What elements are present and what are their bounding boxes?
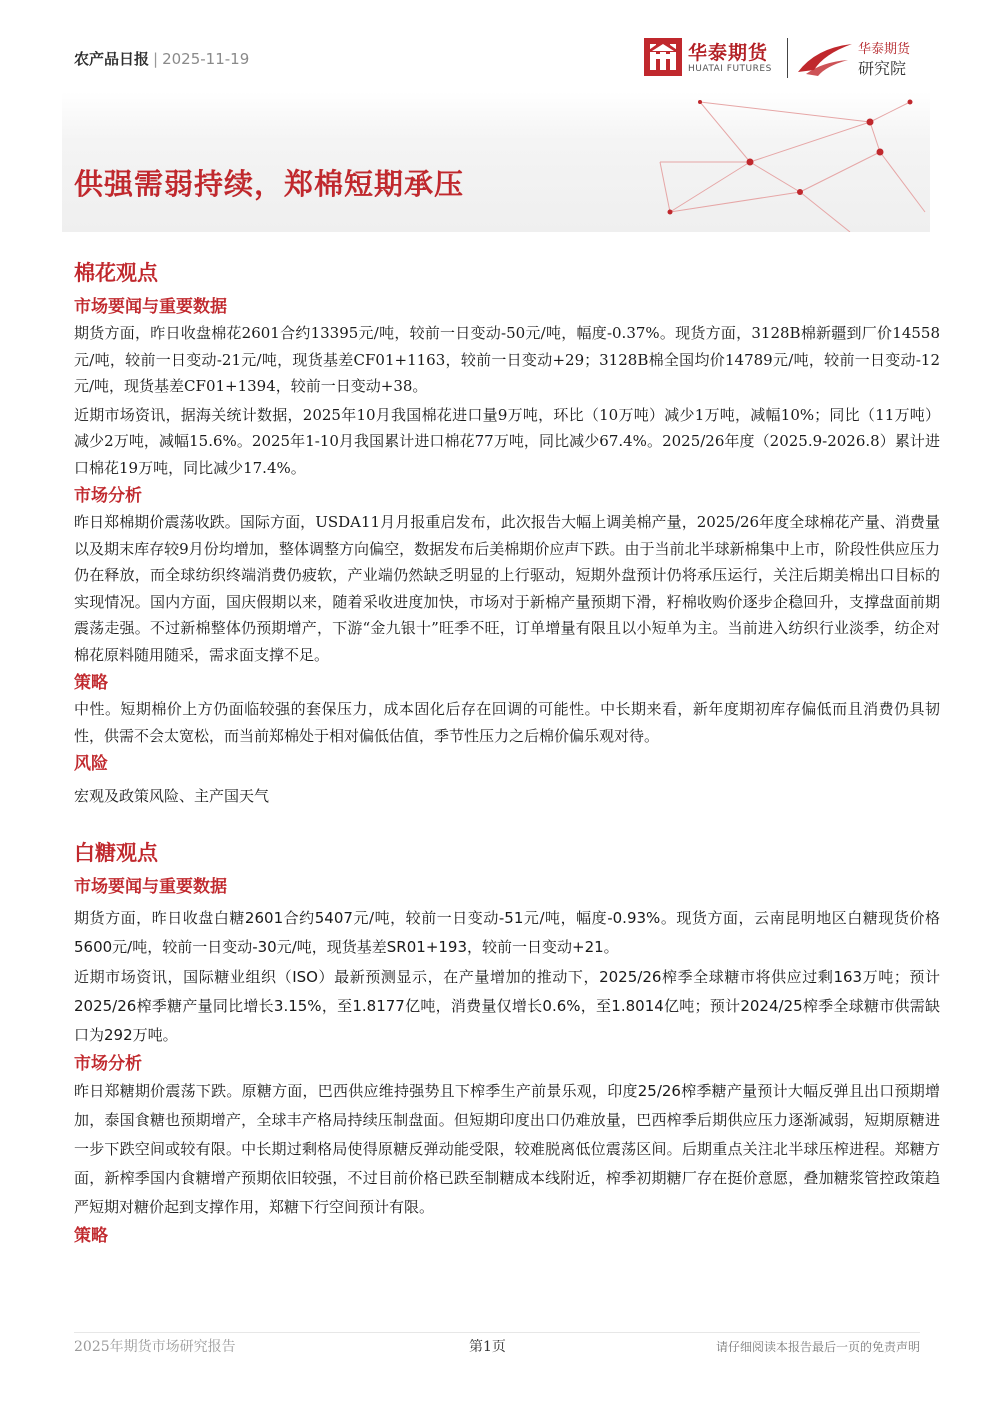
sugar-news-paragraph-2: 近期市场资讯，国际糖业组织（ISO）最新预测显示，在产量增加的推动下，2025/26榨季全球糖市将供应过剩163万吨；预计2025/26榨季糖产量同比增长3.15%，至1.8177亿吨，消费量仅增长0.6%，至1.8014亿吨；预计2024/25榨季全球糖市供需缺口为292万吨。 [74,967,940,1044]
page-footer [74,1332,920,1359]
cotton-news-paragraph-2: 近期市场资讯，据海关统计数据，2025年10月我国棉花进口量9万吨，环比（10万吨）减少1万吨，减幅10%；同比（11万吨）减少2万吨，减幅15.6%。2025年1-10月我国累计进口棉花77万吨，同比减少67.4%。2025/26年度（2025.9-2026.8）累计进口棉花19万吨，同比减少17.4%。 [74,405,940,477]
cotton-risk-paragraph: 宏观及政策风险、主产国天气 [74,787,270,805]
report-body [74,258,940,1249]
report-date: 2025-11-19 [162,50,250,68]
institute-name-line2: 研究院 [858,59,907,78]
huatai-futures-logo [644,38,784,80]
cotton-heading: 棉花观点 [74,261,158,285]
sugar-strategy-heading: 策略 [74,1225,108,1246]
sugar-analysis-paragraph: 昨日郑糖期价震荡下跌。原糖方面，巴西供应维持强势且下榨季生产前景乐观，印度25/26榨季糖产量预计大幅反弹且出口预期增加，泰国食糖也预期增产，全球丰产格局持续压制盘面。但短期印度出口仍难放量，巴西榨季后期供应压力逐渐减弱，短期原糖进一步下跌空间或较有限。中长期过剩格局使得原糖反弹动能受限，较难脱离低位震荡区间。后期重点关注北半球压榨进程。郑糖方面，新榨季国内食糖增产预期依旧较强，不过目前价格已跌至制糖成本线附近，榨季初期糖厂存在挺价意愿，叠加糖浆管控政策趋严短期对糖价起到支撑作用，郑糖下行空间预计有限。 [74,1081,940,1216]
cotton-strategy-paragraph: 中性。短期棉价上方仍面临较强的套保压力，成本固化后存在回调的可能性。中长期来看，新年度期初库存偏低而且消费仍具韧性，供需不会太宽松，而当前郑棉处于相对偏低估值，季节性压力之后棉价偏乐观对待。 [74,700,940,745]
disclaimer-note: 请仔细阅读本报告最后一页的免责声明 [715,1340,920,1354]
footer-report-name: 2025年期货市场研究报告 [74,1339,236,1355]
cotton-news-heading: 市场要闻与重要数据 [74,297,227,317]
report-type: 农产品日报 [74,50,150,68]
report-title: 供强需弱持续，郑棉短期承压 [74,167,465,201]
network-decoration-icon [640,92,930,232]
sugar-news-paragraph-1: 期货方面，昨日收盘白糖2601合约5407元/吨，较前一日变动-51元/吨，幅度-0.93%。现货方面，云南昆明地区白糖现货价格5600元/吨，较前一日变动-30元/吨，现货基差SR01+193，较前一日变动+21。 [74,908,940,956]
institute-name-line1: 华泰期货 [858,42,911,57]
header-separator: | [153,50,159,68]
swoosh-logo-icon [796,40,854,78]
cotton-strategy-heading: 策略 [74,673,108,693]
sugar-heading: 白糖观点 [74,840,158,865]
cotton-news-paragraph-1: 期货方面，昨日收盘棉花2601合约13395元/吨，较前一日变动-50元/吨，幅度-0.37%。现货方面，3128B棉新疆到厂价14558元/吨，较前一日变动-21元/吨，现货基差CF01+1163，较前一日变动+29；3128B棉全国均价14789元/吨，较前一日变动-12元/吨，现货基差CF01+1394，较前一日变动+38。 [74,324,940,395]
logo-en-text: HUATAI FUTURES [688,64,772,74]
huatai-logo-icon [644,38,682,76]
sugar-news-heading: 市场要闻与重要数据 [74,876,227,897]
report-header-label [74,48,249,69]
cotton-analysis-heading: 市场分析 [74,486,142,506]
cotton-risk-heading: 风险 [74,754,108,774]
sugar-analysis-heading: 市场分析 [74,1053,142,1074]
research-institute-logo [796,36,926,80]
cotton-analysis-paragraph: 昨日郑棉期价震荡收跌。国际方面，USDA11月月报重启发布，此次报告大幅上调美棉产量，2025/26年度全球棉花产量、消费量以及期末库存较9月份均增加，整体调整方向偏空，数据发布后美棉期价应声下跌。由于当前北半球新棉集中上市，阶段性供应压力仍在释放，而全球纺织终端消费仍疲软，产业端仍然缺乏明显的上行驱动，短期外盘预计仍将承压运行，关注后期美棉出口目标的实现情况。国内方面，国庆假期以来，随着采收进度加快，市场对于新棉产量预期下滑，籽棉收购价逐步企稳回升，支撑盘面前期震荡走强。不过新棉整体仍预期增产，下游“金九银十”旺季不旺，订单增量有限且以小短单为主。当前进入纺织行业淡季，纺企对棉花原料随用随采，需求面支撑不足。 [74,513,940,664]
page-number: 第1页 [469,1339,506,1355]
logo-cn-text: 华泰期货 [688,42,769,64]
logo-divider [787,38,788,78]
